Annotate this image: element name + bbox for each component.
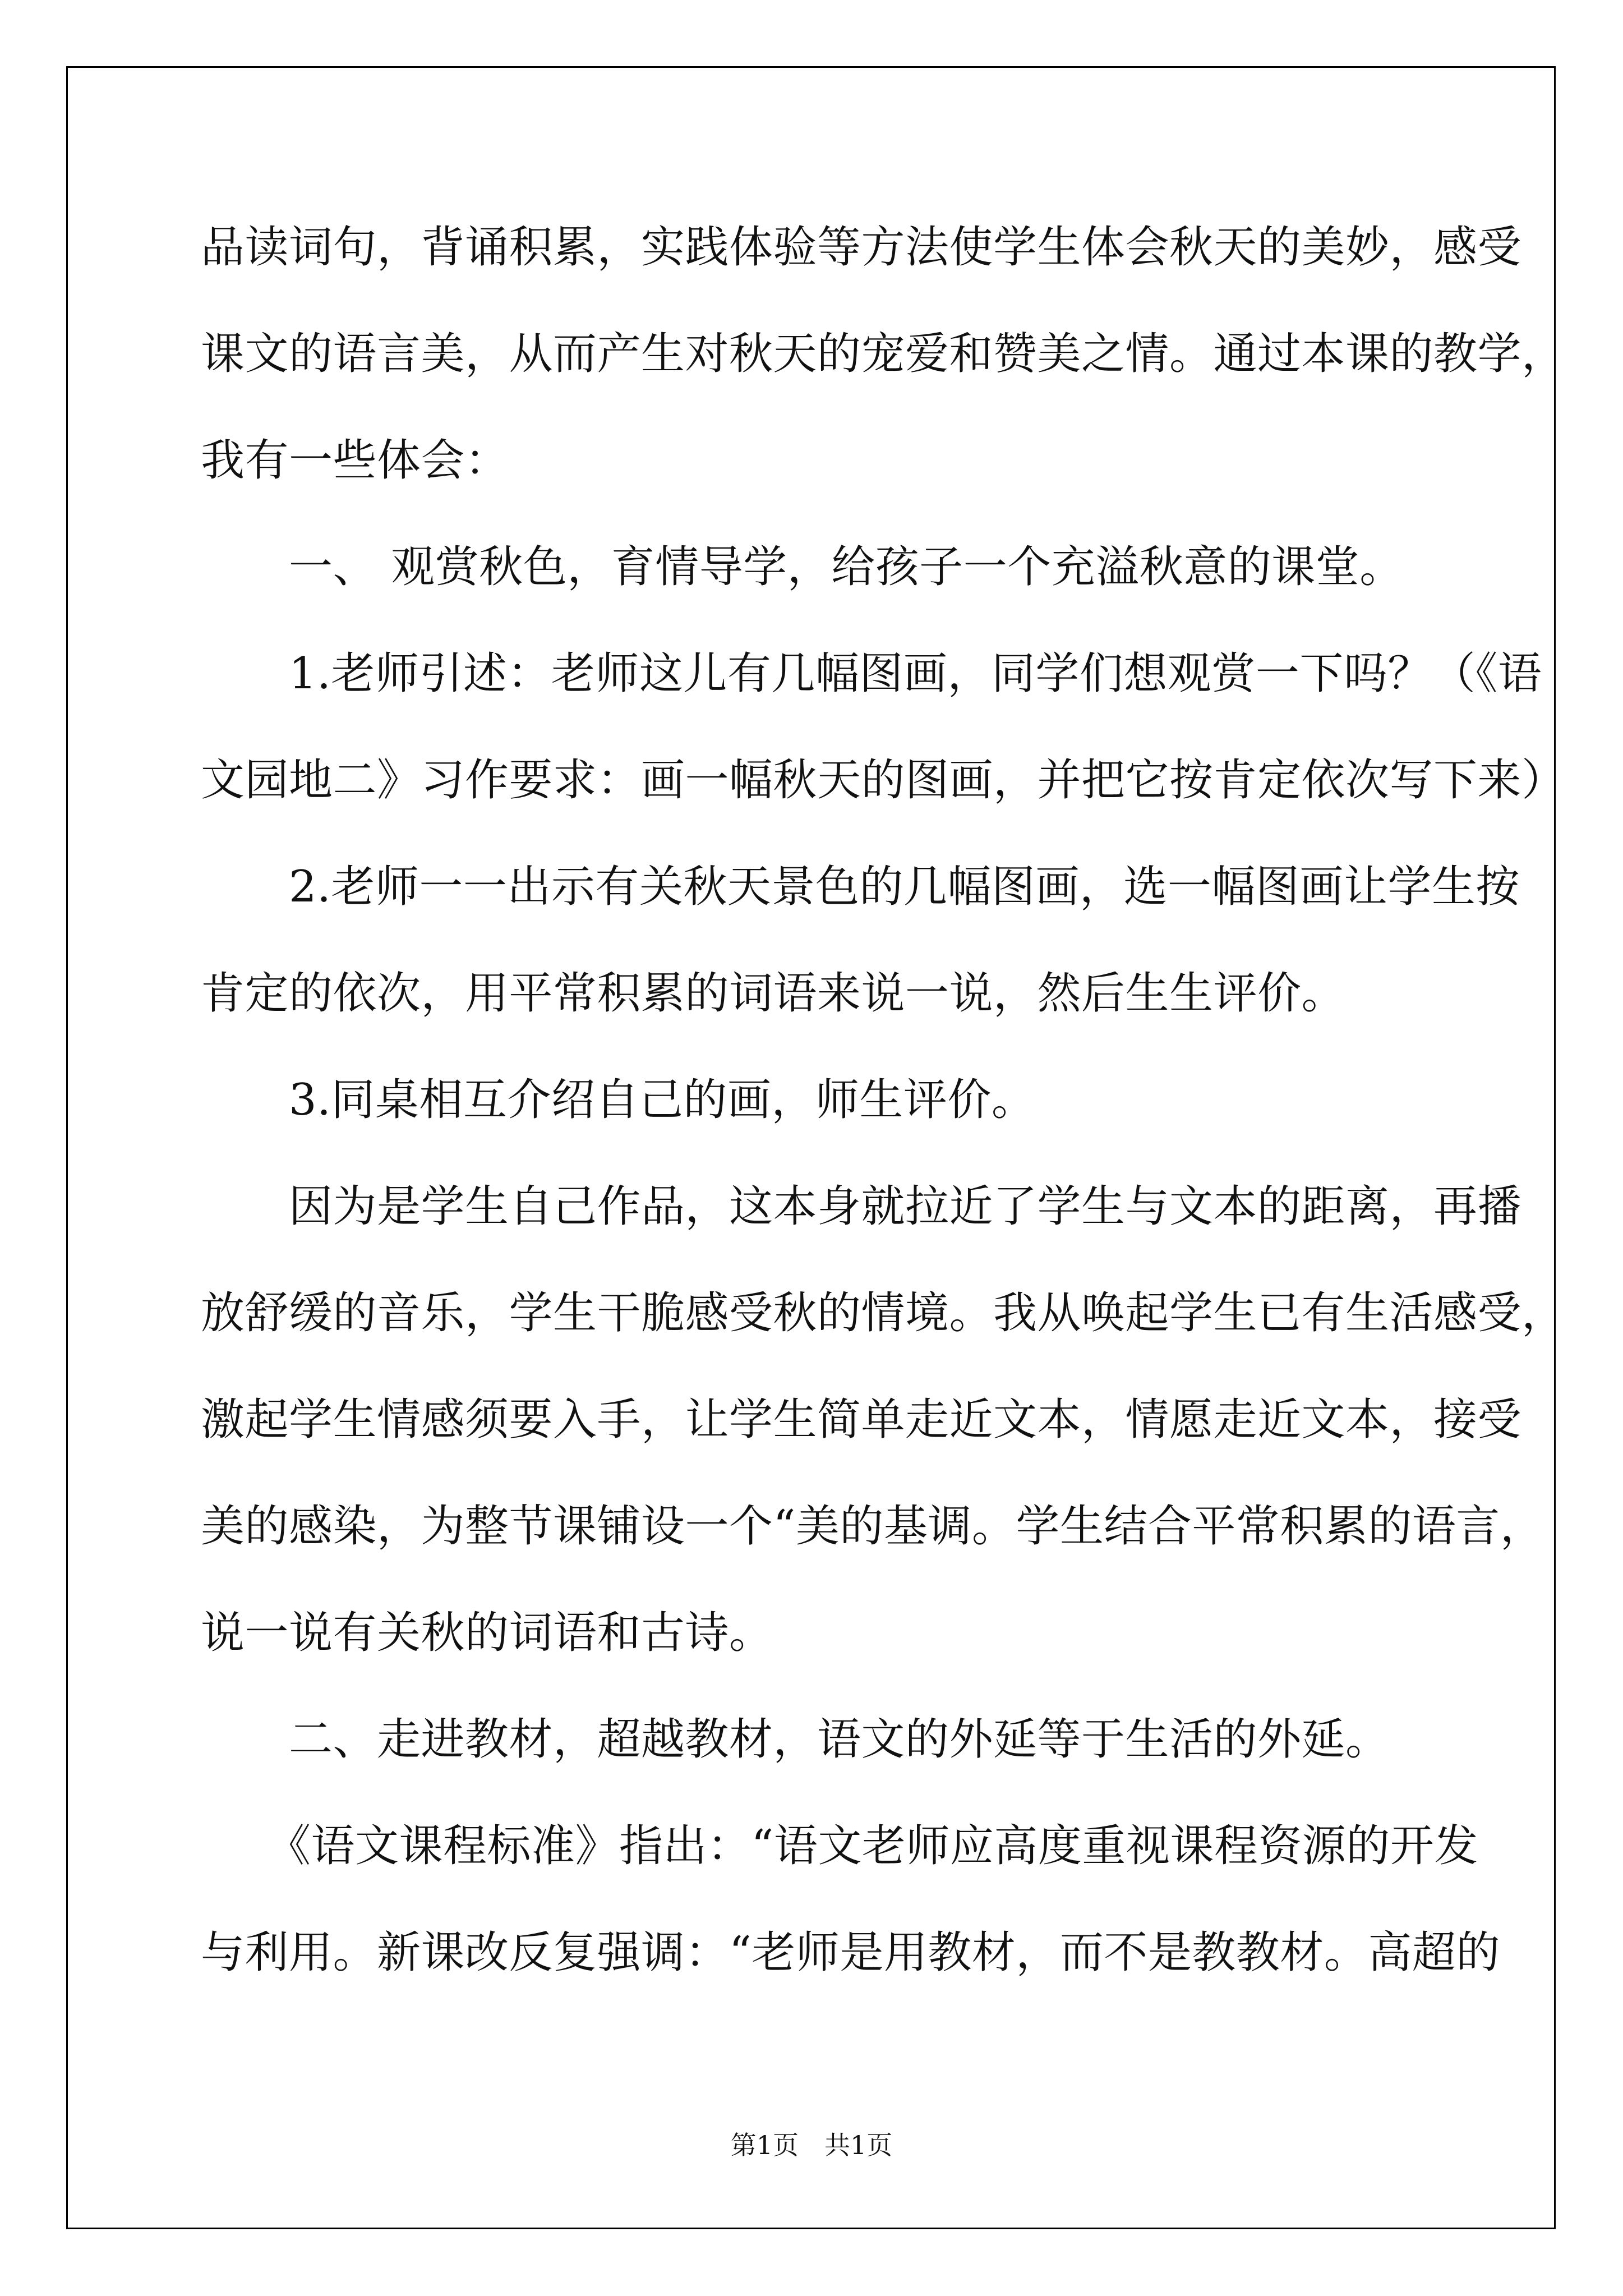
text-line-9: 3.同桌相互介绍自己的画，师生评价。 [201, 1075, 1036, 1125]
text-line-7: 2.老师一一出示有关秋天景色的几幅图画，选一幅图画让学生按 [201, 862, 1520, 912]
text-line-12: 激起学生情感须要入手，让学生简单走近文本，情愿走近文本，接受 [201, 1395, 1522, 1445]
heading-section-2: 二、走进教材，超越教材，语文的外延等于生活的外延。 [201, 1714, 1390, 1765]
page-footer: 第1页 共1页 [730, 2130, 893, 2160]
text-line-6: 文园地二》习作要求：画一幅秋天的图画，并把它按肯定依次写下来） [201, 755, 1566, 806]
text-line-1: 品读词句，背诵积累，实践体验等方法使学生体会秋天的美妙，感受 [201, 222, 1522, 273]
text-line-5: 1.老师引述：老师这儿有几幅图画，同学们想观赏一下吗？（《语 [201, 648, 1542, 699]
text-line-3: 我有一些体会： [201, 435, 509, 486]
text-line-13: 美的感染，为整节课铺设一个“美的基调。学生结合平常积累的语言， [201, 1501, 1544, 1552]
heading-section-1: 一、 观赏秋色，育情导学，给孩子一个充溢秋意的课堂。 [201, 542, 1404, 592]
text-line-16: 《语文课程标准》指出：“语文老师应高度重视课程资源的开发 [201, 1821, 1478, 1871]
text-line-14: 说一说有关秋的词语和古诗。 [201, 1608, 773, 1658]
text-line-8: 肯定的依次，用平常积累的词语来说一说，然后生生评价。 [201, 968, 1346, 1019]
page-border [66, 66, 1556, 2229]
text-line-10: 因为是学生自己作品，这本身就拉近了学生与文本的距离，再播 [201, 1181, 1522, 1232]
text-line-17: 与利用。新课改反复强调：“老师是用教材，而不是教教材。高超的 [201, 1927, 1500, 1978]
text-line-11: 放舒缓的音乐，学生干脆感受秋的情境。我从唤起学生已有生活感受， [201, 1288, 1566, 1338]
text-line-2: 课文的语言美，从而产生对秋天的宠爱和赞美之情。通过本课的教学， [201, 329, 1566, 379]
